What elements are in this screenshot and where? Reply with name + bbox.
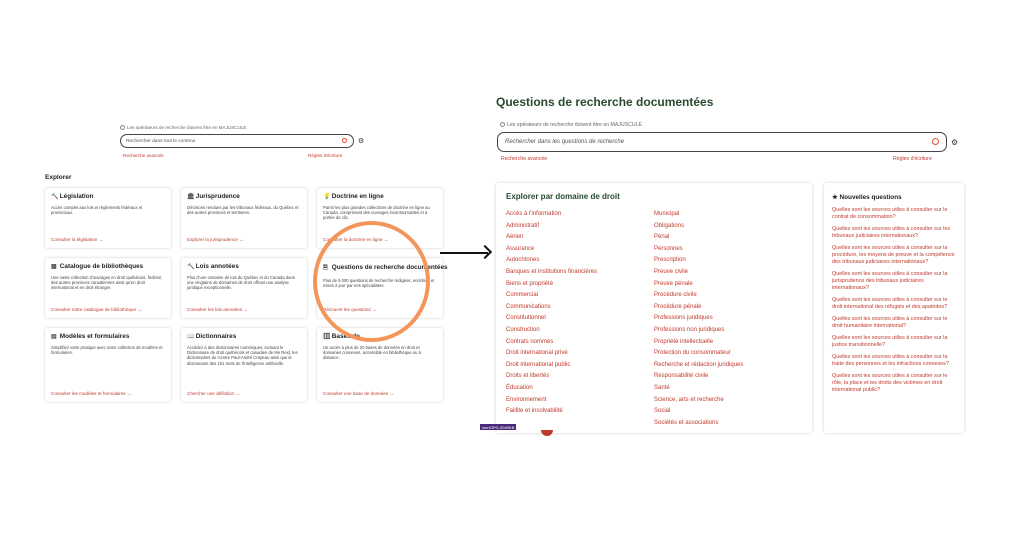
domain-link[interactable]: Preuve civile	[654, 268, 689, 275]
new-questions-heading: ★ Nouvelles questions	[832, 194, 902, 201]
star-icon: ★	[832, 194, 838, 201]
template-icon: ▤	[51, 334, 57, 340]
document-icon: 🗎	[323, 265, 328, 271]
domain-link[interactable]: Prescription	[654, 257, 686, 264]
new-question-link[interactable]: Quelles sont les sources utiles à consulter sur la traite des personnes et les infractions connexes?	[832, 354, 949, 367]
domain-link[interactable]: Administratif	[506, 222, 540, 229]
domain-link[interactable]: Commercial	[506, 292, 539, 299]
domain-link[interactable]: Aérien	[506, 234, 524, 241]
new-question-link[interactable]: Quelles sont les sources utiles à consulter sur les tribunaux judiciaires internationaux?	[832, 226, 951, 239]
domain-link[interactable]: Recherche et rédaction juridiques	[654, 361, 744, 368]
book-icon: 📖	[187, 334, 195, 340]
domain-link[interactable]: Preuve pénale	[654, 280, 693, 287]
domain-link[interactable]: Autochtones	[506, 257, 540, 264]
domain-link[interactable]: Sociétés et associations	[654, 419, 719, 426]
domain-link[interactable]: Biens et propriété	[506, 280, 554, 287]
card-description: Accédez à des dictionnaires numériques, incluant le Dictionnaire de droit québécois et canadien de Me Reid, les dictionnaires du Centre Paul-André Crépeau ainsi que le dictionnaire des 101 mots de l'intelligence artificielle.	[187, 345, 298, 366]
card-link[interactable]: Consulter notre catalogue de bibliothèque →	[51, 307, 142, 312]
search-icon[interactable]	[932, 138, 939, 145]
home-search-hint: Les opérateurs de recherche doivent être en MAJUSCULE	[120, 125, 247, 130]
gear-icon[interactable]: ⚙	[951, 138, 959, 147]
explore-card[interactable]	[181, 328, 307, 402]
explore-card[interactable]	[181, 258, 307, 318]
domain-link[interactable]: Éducation	[506, 384, 533, 391]
scroll-button[interactable]	[541, 430, 553, 436]
page-title: Questions de recherche documentées	[496, 95, 714, 109]
info-icon	[500, 122, 505, 127]
card-title: 📖 Dictionnaires	[187, 333, 237, 340]
gear-icon[interactable]: ⚙	[358, 138, 365, 145]
questions-search-hint: Les opérateurs de recherche doivent être en MAJUSCULE	[500, 122, 642, 128]
highlight-circle	[313, 221, 430, 342]
domain-link[interactable]: Protection du consommateur	[654, 350, 731, 357]
card-link[interactable]: Consulter la législation →	[51, 237, 104, 242]
card-link[interactable]: Consulter les modèles et formulaires →	[51, 391, 132, 396]
advanced-search-link[interactable]: Recherche avancée	[123, 153, 164, 158]
domain-link[interactable]: Constitutionnel	[506, 315, 546, 322]
home-search-placeholder: Rechercher dans tout le contenu	[126, 138, 196, 144]
advanced-search-link[interactable]: Recherche avancée	[501, 156, 548, 162]
card-link[interactable]: Consulter les lois annotées →	[187, 307, 249, 312]
explore-card[interactable]	[181, 188, 307, 248]
domain-link[interactable]: Droit international privé	[506, 350, 568, 357]
card-description: Plus de 5 000 questions de recherche rédigées, enrichies et mises à jour par nos spécialistes.	[323, 278, 435, 289]
new-question-link[interactable]: Quelles sont les sources utiles à consulter sur la procédure, les moyens de preuve et la compétence des tribunaux judiciaires internationaux?	[832, 245, 955, 265]
writing-rules-link[interactable]: Règles d'écriture	[308, 153, 343, 158]
domain-link[interactable]: Personnes	[654, 245, 683, 252]
gavel-icon: 🔨	[51, 194, 59, 200]
card-title: 🏛 Jurisprudence	[187, 193, 240, 200]
card-description: Parmi les plus grandes collections de doctrine en ligne au Canada, comprenant des ouvrages incontournables et à portée de clic.	[323, 205, 430, 221]
card-description: Accès complet aux lois et règlements fédéraux et provinciaux.	[51, 205, 143, 216]
domain-link[interactable]: Accès à l'information	[506, 211, 562, 217]
explore-heading: Explorer	[45, 174, 72, 181]
card-description: Un accès à plus de 20 bases de données en droit et domaines connexes, accessible en bibliothèque ou à distance.	[323, 345, 422, 361]
domain-link[interactable]: Propriété intellectuelle	[654, 338, 714, 345]
arrow-icon	[440, 252, 488, 254]
domain-link[interactable]: Banques et institutions financières	[506, 268, 598, 275]
card-link[interactable]: Consulter une base de données →	[323, 391, 394, 396]
domain-link[interactable]: Responsabilité civile	[654, 373, 709, 380]
info-icon	[120, 125, 125, 130]
home-search-input[interactable]	[120, 134, 354, 148]
domain-link[interactable]: Santé	[654, 384, 670, 391]
domains-panel	[496, 183, 812, 433]
domains-heading: Explorer par domaine de droit	[506, 192, 620, 201]
explore-card[interactable]	[45, 188, 171, 248]
card-description: Simplifiez votre pratique avec notre collection de modèles et formulaires.	[51, 345, 163, 356]
bulb-icon: 💡	[323, 194, 331, 200]
explore-card[interactable]	[45, 328, 171, 402]
database-icon: 🗄	[323, 334, 331, 340]
domain-link[interactable]: Communications	[506, 303, 551, 310]
card-title: 🔨 Lois annotées	[187, 263, 239, 270]
explore-card[interactable]	[45, 258, 171, 318]
domain-link[interactable]: Social	[654, 408, 671, 415]
domain-link[interactable]: Environnement	[506, 396, 547, 403]
new-question-link[interactable]: Quelles sont les sources utiles à consulter sur la justice transitionnelle?	[832, 335, 948, 348]
new-question-link[interactable]: Quelles sont les sources utiles à consulter sur le droit humanitaire international?	[832, 316, 948, 329]
card-title: ▤ Modèles et formulaires	[51, 333, 130, 340]
domain-link[interactable]: Procédure civile	[654, 292, 697, 299]
card-link[interactable]: Découvrir les questions →	[323, 307, 377, 312]
card-link[interactable]: Consulter la doctrine en ligne →	[323, 237, 389, 242]
domain-link[interactable]: Droit international public	[506, 361, 571, 368]
card-title: 🗎 Questions de recherche documentées	[323, 264, 448, 271]
domain-link[interactable]: Assurance	[506, 245, 535, 252]
new-question-link[interactable]: Quelles sont les sources utiles à consulter sur le contrat de consommation?	[832, 207, 948, 220]
card-description: Plus d'une centaine de lois du Québec et du Canada dans une vingtaine de domaines de droit offrant une analyse juridique exceptionnelle.	[187, 275, 295, 291]
questions-search-input[interactable]	[497, 132, 947, 152]
questions-search-placeholder: Rechercher dans les questions de recherche	[505, 139, 625, 145]
card-description: Décisions rendues par les tribunaux fédéraux, du Québec et des autres provinces et territoires.	[187, 205, 299, 216]
writing-rules-link[interactable]: Règles d'écriture	[893, 156, 932, 162]
domain-link[interactable]: Procédure pénale	[654, 303, 702, 310]
card-link[interactable]: Explorer la jurisprudence →	[187, 237, 244, 242]
domain-link[interactable]: Pénal	[654, 234, 670, 241]
domain-link[interactable]: Professions non juridiques	[654, 326, 725, 333]
new-questions-panel	[824, 183, 964, 433]
card-link[interactable]: Chercher une définition →	[187, 391, 241, 396]
new-question-link[interactable]: Quelles sont les sources utiles à consulter sur le droit international des réfugiés et des apatrides?	[832, 297, 948, 310]
domain-link[interactable]: Obligations	[654, 222, 685, 229]
gavel-icon: 🔨	[187, 264, 195, 270]
catalog-icon: ▦	[51, 264, 57, 270]
domain-link[interactable]: Science, arts et recherche	[654, 396, 724, 403]
domain-link[interactable]: Contrats nommés	[506, 338, 554, 345]
domains-column-1	[506, 209, 597, 418]
card-title: 🔨 Législation	[51, 193, 94, 200]
domain-link[interactable]: Faillite et insolvabilité	[506, 408, 563, 415]
card-title: 🗄 Bases de	[323, 333, 360, 340]
domain-link[interactable]: Municipal	[654, 211, 680, 217]
court-icon: 🏛	[187, 194, 195, 200]
card-description: Une vaste collection d'ouvrages en droit québécois, fédéral, des autres provinces canadiennes ainsi qu'en droit international et en droit étranger.	[51, 275, 162, 291]
domain-link[interactable]: Professions juridiques	[654, 315, 713, 322]
card-title: ▦ Catalogue de bibliothèques	[51, 263, 144, 270]
search-icon[interactable]	[342, 138, 347, 143]
domain-link[interactable]: Construction	[506, 326, 540, 333]
domain-link[interactable]: Droits et libertés	[506, 373, 550, 380]
domains-column-2	[654, 209, 743, 429]
card-title: 💡 Doctrine en ligne	[323, 193, 384, 200]
new-question-link[interactable]: Quelles sont les sources utiles à consulter sur le rôle, la place et les droits des victimes en droit international public?	[832, 373, 948, 393]
new-question-link[interactable]: Quelles sont les sources utiles à consulter sur la jurisprudence des tribunaux judiciaires internationaux?	[832, 271, 948, 291]
status-badge: inertOPG-0049KB	[482, 424, 515, 430]
